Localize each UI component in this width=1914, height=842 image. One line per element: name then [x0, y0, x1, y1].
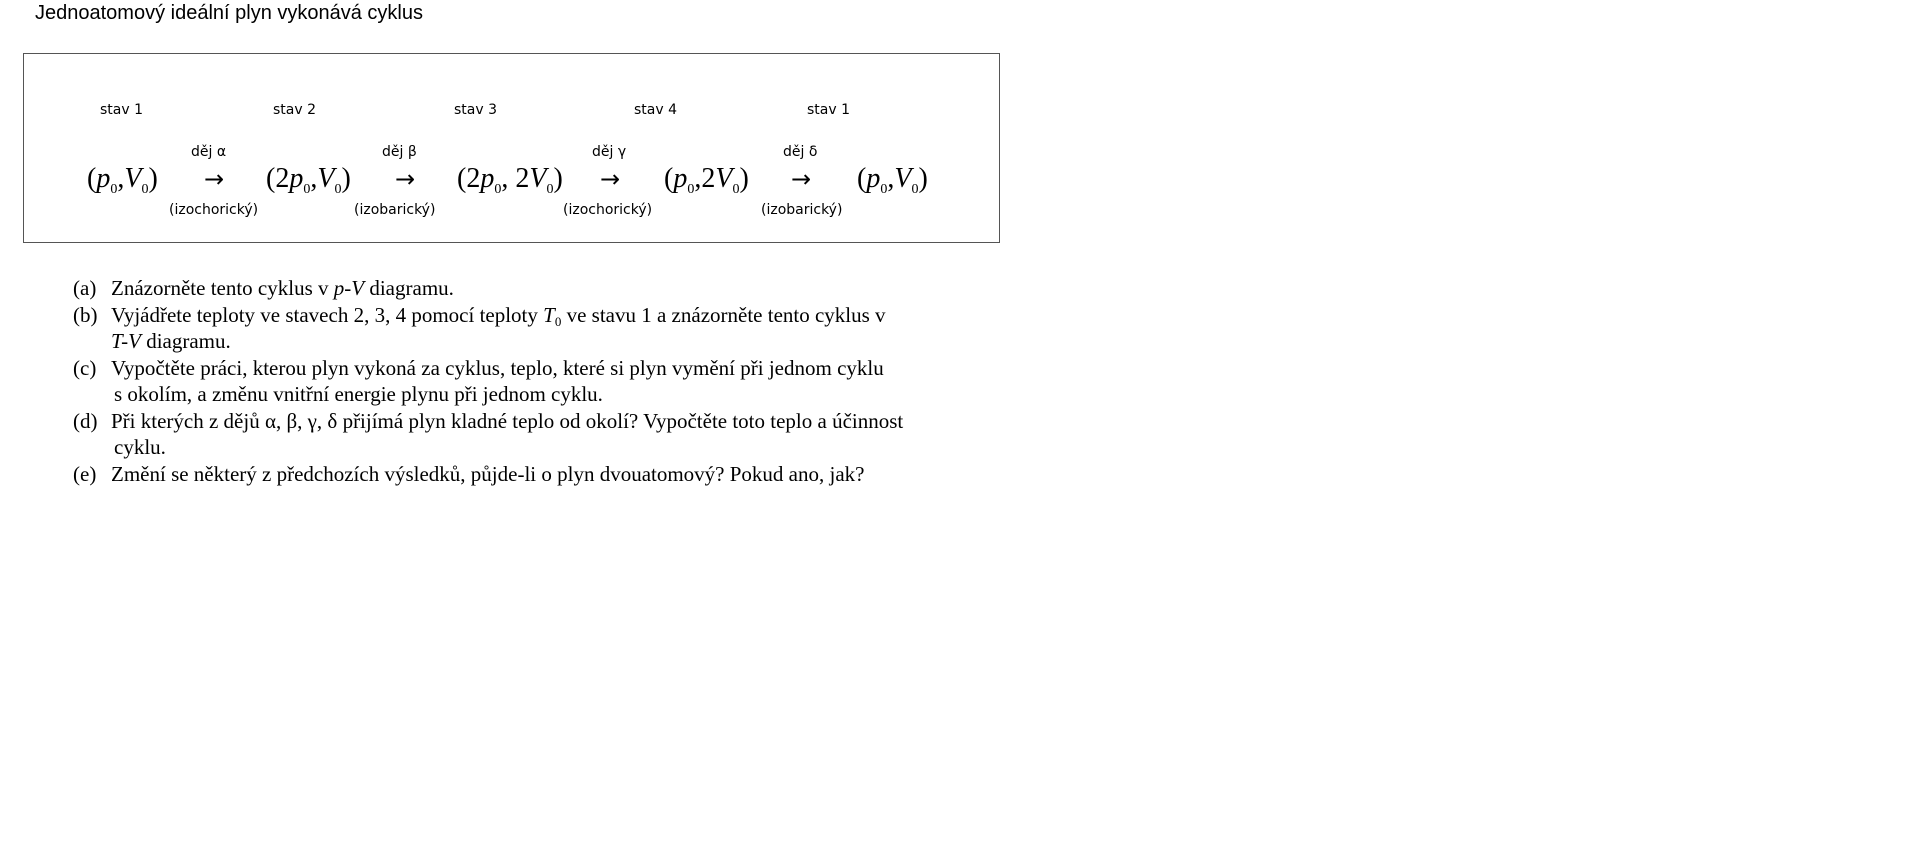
process-kind-alpha: (izochorický) — [169, 202, 259, 218]
arrow-right-icon: → — [791, 165, 812, 193]
state-expression-3: ($2p_0$, $2V_0$) — [457, 163, 563, 197]
task-c: (c) Vypočtěte práci, kterou plyn vykoná za cyklus, teplo, které si plyn vymění při jednom cyklu s okolím, a změnu vnitřní energie plynu při jednom cyklu. — [73, 355, 884, 406]
arrow-right-icon: → — [600, 165, 621, 193]
process-kind-delta: (izobarický) — [761, 202, 843, 218]
state-expression-2: $(2p_0,V_0)$ — [266, 163, 351, 197]
task-a: (a) Znázorněte tento cyklus v p-V diagramu. — [73, 276, 454, 300]
task-b: (b) Vyjádřete teploty ve stavech 2, 3, 4 pomocí teploty $T_0$ ve stavu 1 a znázorněte tento cyklus v T-V diagramu. — [73, 302, 886, 353]
state-expression-1: $(p_0,V_0)$ — [87, 163, 158, 197]
intro-text: Jednoatomový ideální plyn vykonává cyklus — [35, 2, 423, 24]
task-label: (d) — [73, 408, 98, 433]
task-e: (e) Změní se některý z předchozích výsledků, půjde-li o plyn dvouatomový? Pokud ano, jak? — [73, 461, 865, 486]
task-label: (a) — [73, 276, 97, 300]
process-kind-gamma: (izochorický) — [563, 202, 653, 218]
process-label-beta: děj β — [382, 144, 417, 160]
cycle-box — [23, 53, 1000, 243]
task-label: (b) — [73, 302, 98, 327]
state-expression-4: $(p_0,2V_0)$ — [664, 163, 749, 197]
state-label-5: stav 1 — [807, 102, 851, 118]
task-list — [73, 275, 903, 487]
arrow-right-icon: → — [204, 165, 225, 193]
state-label-2: stav 2 — [273, 102, 317, 118]
process-kind-beta: (izobarický) — [354, 202, 436, 218]
task-label: (c) — [73, 355, 97, 380]
process-label-gamma: děj γ — [592, 144, 627, 160]
task-label: (e) — [73, 461, 97, 486]
state-label-1: stav 1 — [100, 102, 144, 118]
task-d: (d) Při kterých z dějů α, β, γ, δ přijímá plyn kladné teplo od okolí? Vypočtěte toto teplo a účinnost cyklu. — [73, 408, 904, 459]
arrow-right-icon: → — [395, 165, 416, 193]
state-label-4: stav 4 — [634, 102, 678, 118]
process-label-alpha: děj α — [191, 144, 227, 160]
state-expression-5: $(p_0,V_0)$ — [857, 163, 928, 197]
process-label-delta: děj δ — [783, 144, 818, 160]
state-label-3: stav 3 — [454, 102, 498, 118]
